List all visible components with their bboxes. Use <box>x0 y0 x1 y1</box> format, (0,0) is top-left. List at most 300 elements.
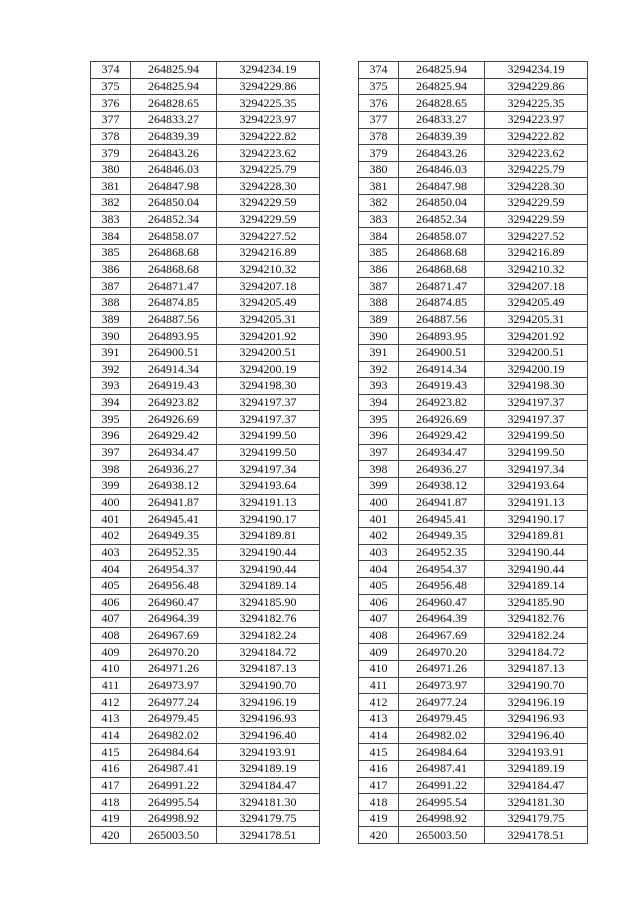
table-row <box>359 710 588 727</box>
table-row <box>91 344 320 361</box>
y-coordinate-cell: 3294229.59 <box>485 195 588 212</box>
y-coordinate-cell: 3294189.81 <box>217 527 320 544</box>
x-coordinate-cell: 264977.24 <box>399 694 485 711</box>
y-coordinate-cell: 3294196.40 <box>485 727 588 744</box>
table-row <box>359 394 588 411</box>
table-row <box>359 794 588 811</box>
point-number-cell: 407 <box>91 611 131 628</box>
y-coordinate-cell: 3294197.37 <box>217 411 320 428</box>
table-row <box>91 245 320 262</box>
point-number-cell: 394 <box>91 394 131 411</box>
point-number-cell: 378 <box>91 128 131 145</box>
point-number-cell: 382 <box>359 195 399 212</box>
point-number-cell: 392 <box>359 361 399 378</box>
table-row <box>359 278 588 295</box>
y-coordinate-cell: 3294227.52 <box>217 228 320 245</box>
x-coordinate-cell: 264847.98 <box>131 178 217 195</box>
x-coordinate-cell: 264956.48 <box>399 577 485 594</box>
table-row <box>359 145 588 162</box>
table-row <box>359 677 588 694</box>
point-number-cell: 408 <box>359 627 399 644</box>
x-coordinate-cell: 264874.85 <box>131 294 217 311</box>
y-coordinate-cell: 3294189.19 <box>485 760 588 777</box>
point-number-cell: 403 <box>91 544 131 561</box>
point-number-cell: 393 <box>359 378 399 395</box>
point-number-cell: 393 <box>91 378 131 395</box>
table-row <box>359 611 588 628</box>
point-number-cell: 381 <box>359 178 399 195</box>
x-coordinate-cell: 264914.34 <box>131 361 217 378</box>
x-coordinate-cell: 264954.37 <box>399 561 485 578</box>
table-row <box>91 710 320 727</box>
point-number-cell: 374 <box>91 62 131 79</box>
y-coordinate-cell: 3294223.62 <box>217 145 320 162</box>
y-coordinate-cell: 3294196.93 <box>485 710 588 727</box>
y-coordinate-cell: 3294201.92 <box>217 328 320 345</box>
table-row <box>91 378 320 395</box>
table-row <box>91 611 320 628</box>
y-coordinate-cell: 3294225.79 <box>485 161 588 178</box>
x-coordinate-cell: 264973.97 <box>131 677 217 694</box>
point-number-cell: 378 <box>359 128 399 145</box>
x-coordinate-cell: 264828.65 <box>131 95 217 112</box>
y-coordinate-cell: 3294234.19 <box>217 62 320 79</box>
y-coordinate-cell: 3294197.37 <box>485 394 588 411</box>
table-row <box>91 361 320 378</box>
point-number-cell: 397 <box>359 444 399 461</box>
point-number-cell: 385 <box>91 245 131 262</box>
table-row <box>91 661 320 678</box>
point-number-cell: 409 <box>359 644 399 661</box>
point-number-cell: 404 <box>91 561 131 578</box>
point-number-cell: 416 <box>91 760 131 777</box>
table-row <box>91 228 320 245</box>
x-coordinate-cell: 264852.34 <box>399 211 485 228</box>
x-coordinate-cell: 264858.07 <box>131 228 217 245</box>
table-row <box>359 644 588 661</box>
x-coordinate-cell: 264850.04 <box>131 195 217 212</box>
point-number-cell: 396 <box>91 428 131 445</box>
y-coordinate-cell: 3294200.51 <box>485 344 588 361</box>
x-coordinate-cell: 264960.47 <box>131 594 217 611</box>
x-coordinate-cell: 264936.27 <box>131 461 217 478</box>
x-coordinate-cell: 265003.50 <box>131 827 217 844</box>
y-coordinate-cell: 3294199.50 <box>217 444 320 461</box>
x-coordinate-cell: 264995.54 <box>131 794 217 811</box>
y-coordinate-cell: 3294210.32 <box>217 261 320 278</box>
y-coordinate-cell: 3294228.30 <box>485 178 588 195</box>
x-coordinate-cell: 264954.37 <box>131 561 217 578</box>
table-row <box>91 794 320 811</box>
table-row <box>91 145 320 162</box>
coordinate-table-left-body <box>91 62 320 844</box>
y-coordinate-cell: 3294234.19 <box>485 62 588 79</box>
x-coordinate-cell: 264887.56 <box>399 311 485 328</box>
y-coordinate-cell: 3294193.91 <box>217 744 320 761</box>
point-number-cell: 384 <box>91 228 131 245</box>
y-coordinate-cell: 3294189.14 <box>217 577 320 594</box>
point-number-cell: 412 <box>359 694 399 711</box>
x-coordinate-cell: 264945.41 <box>399 511 485 528</box>
x-coordinate-cell: 264923.82 <box>399 394 485 411</box>
table-row <box>91 494 320 511</box>
table-row <box>359 494 588 511</box>
x-coordinate-cell: 264846.03 <box>399 161 485 178</box>
table-row <box>91 694 320 711</box>
y-coordinate-cell: 3294200.51 <box>217 344 320 361</box>
x-coordinate-cell: 264970.20 <box>131 644 217 661</box>
table-row <box>359 161 588 178</box>
y-coordinate-cell: 3294225.35 <box>485 95 588 112</box>
x-coordinate-cell: 264967.69 <box>399 627 485 644</box>
point-number-cell: 400 <box>359 494 399 511</box>
x-coordinate-cell: 264825.94 <box>131 78 217 95</box>
point-number-cell: 411 <box>91 677 131 694</box>
y-coordinate-cell: 3294182.24 <box>217 627 320 644</box>
y-coordinate-cell: 3294216.89 <box>485 245 588 262</box>
x-coordinate-cell: 264977.24 <box>131 694 217 711</box>
x-coordinate-cell: 264967.69 <box>131 627 217 644</box>
coordinate-table-left <box>90 61 320 844</box>
table-row <box>359 444 588 461</box>
x-coordinate-cell: 264934.47 <box>399 444 485 461</box>
x-coordinate-cell: 264914.34 <box>399 361 485 378</box>
y-coordinate-cell: 3294229.59 <box>485 211 588 228</box>
point-number-cell: 386 <box>359 261 399 278</box>
table-row <box>91 62 320 79</box>
y-coordinate-cell: 3294222.82 <box>217 128 320 145</box>
x-coordinate-cell: 264938.12 <box>399 478 485 495</box>
y-coordinate-cell: 3294223.97 <box>485 111 588 128</box>
x-coordinate-cell: 264919.43 <box>131 378 217 395</box>
y-coordinate-cell: 3294179.75 <box>485 810 588 827</box>
point-number-cell: 374 <box>359 62 399 79</box>
point-number-cell: 411 <box>359 677 399 694</box>
x-coordinate-cell: 264987.41 <box>399 760 485 777</box>
table-row <box>91 727 320 744</box>
y-coordinate-cell: 3294187.13 <box>217 661 320 678</box>
table-row <box>359 95 588 112</box>
coordinate-table-right-body <box>359 62 588 844</box>
x-coordinate-cell: 264936.27 <box>399 461 485 478</box>
y-coordinate-cell: 3294197.34 <box>217 461 320 478</box>
point-number-cell: 405 <box>91 577 131 594</box>
table-row <box>91 644 320 661</box>
point-number-cell: 401 <box>359 511 399 528</box>
point-number-cell: 394 <box>359 394 399 411</box>
point-number-cell: 406 <box>91 594 131 611</box>
point-number-cell: 375 <box>91 78 131 95</box>
x-coordinate-cell: 264833.27 <box>131 111 217 128</box>
point-number-cell: 418 <box>91 794 131 811</box>
table-row <box>359 328 588 345</box>
table-row <box>91 178 320 195</box>
x-coordinate-cell: 264893.95 <box>399 328 485 345</box>
table-row <box>359 661 588 678</box>
table-row <box>91 594 320 611</box>
point-number-cell: 413 <box>359 710 399 727</box>
x-coordinate-cell: 264945.41 <box>131 511 217 528</box>
point-number-cell: 417 <box>359 777 399 794</box>
x-coordinate-cell: 264839.39 <box>399 128 485 145</box>
x-coordinate-cell: 264874.85 <box>399 294 485 311</box>
y-coordinate-cell: 3294229.86 <box>217 78 320 95</box>
point-number-cell: 416 <box>359 760 399 777</box>
y-coordinate-cell: 3294229.59 <box>217 195 320 212</box>
table-row <box>359 627 588 644</box>
table-row <box>91 78 320 95</box>
y-coordinate-cell: 3294198.30 <box>217 378 320 395</box>
point-number-cell: 420 <box>91 827 131 844</box>
point-number-cell: 401 <box>91 511 131 528</box>
coordinate-table-right <box>358 61 588 844</box>
table-row <box>359 577 588 594</box>
table-row <box>91 95 320 112</box>
point-number-cell: 376 <box>359 95 399 112</box>
table-row <box>91 744 320 761</box>
y-coordinate-cell: 3294205.49 <box>485 294 588 311</box>
table-row <box>359 261 588 278</box>
y-coordinate-cell: 3294185.90 <box>217 594 320 611</box>
point-number-cell: 383 <box>359 211 399 228</box>
x-coordinate-cell: 264956.48 <box>131 577 217 594</box>
point-number-cell: 398 <box>359 461 399 478</box>
y-coordinate-cell: 3294197.37 <box>485 411 588 428</box>
x-coordinate-cell: 264852.34 <box>131 211 217 228</box>
point-number-cell: 413 <box>91 710 131 727</box>
table-row <box>91 261 320 278</box>
table-row <box>359 378 588 395</box>
point-number-cell: 412 <box>91 694 131 711</box>
y-coordinate-cell: 3294225.79 <box>217 161 320 178</box>
point-number-cell: 402 <box>91 527 131 544</box>
y-coordinate-cell: 3294225.35 <box>217 95 320 112</box>
table-row <box>359 511 588 528</box>
y-coordinate-cell: 3294197.34 <box>485 461 588 478</box>
point-number-cell: 389 <box>91 311 131 328</box>
table-row <box>359 478 588 495</box>
table-row <box>359 195 588 212</box>
point-number-cell: 381 <box>91 178 131 195</box>
x-coordinate-cell: 264871.47 <box>399 278 485 295</box>
x-coordinate-cell: 264979.45 <box>399 710 485 727</box>
y-coordinate-cell: 3294199.50 <box>485 444 588 461</box>
point-number-cell: 390 <box>359 328 399 345</box>
y-coordinate-cell: 3294190.44 <box>217 561 320 578</box>
x-coordinate-cell: 264995.54 <box>399 794 485 811</box>
x-coordinate-cell: 264998.92 <box>131 810 217 827</box>
x-coordinate-cell: 264991.22 <box>399 777 485 794</box>
table-row <box>359 594 588 611</box>
table-row <box>359 311 588 328</box>
table-row <box>91 444 320 461</box>
y-coordinate-cell: 3294199.50 <box>485 428 588 445</box>
y-coordinate-cell: 3294184.47 <box>485 777 588 794</box>
table-row <box>91 561 320 578</box>
x-coordinate-cell: 264929.42 <box>131 428 217 445</box>
table-row <box>359 428 588 445</box>
x-coordinate-cell: 264833.27 <box>399 111 485 128</box>
point-number-cell: 399 <box>359 478 399 495</box>
y-coordinate-cell: 3294223.62 <box>485 145 588 162</box>
y-coordinate-cell: 3294185.90 <box>485 594 588 611</box>
x-coordinate-cell: 264825.94 <box>399 62 485 79</box>
point-number-cell: 384 <box>359 228 399 245</box>
y-coordinate-cell: 3294222.82 <box>485 128 588 145</box>
x-coordinate-cell: 264868.68 <box>399 245 485 262</box>
table-row <box>359 361 588 378</box>
y-coordinate-cell: 3294205.31 <box>217 311 320 328</box>
y-coordinate-cell: 3294190.44 <box>485 544 588 561</box>
table-row <box>359 211 588 228</box>
y-coordinate-cell: 3294181.30 <box>217 794 320 811</box>
x-coordinate-cell: 264868.68 <box>131 261 217 278</box>
x-coordinate-cell: 264960.47 <box>399 594 485 611</box>
point-number-cell: 417 <box>91 777 131 794</box>
x-coordinate-cell: 264929.42 <box>399 428 485 445</box>
y-coordinate-cell: 3294184.72 <box>485 644 588 661</box>
x-coordinate-cell: 264991.22 <box>131 777 217 794</box>
x-coordinate-cell: 264926.69 <box>131 411 217 428</box>
y-coordinate-cell: 3294229.59 <box>217 211 320 228</box>
y-coordinate-cell: 3294216.89 <box>217 245 320 262</box>
y-coordinate-cell: 3294201.92 <box>485 328 588 345</box>
y-coordinate-cell: 3294196.40 <box>217 727 320 744</box>
table-row <box>91 411 320 428</box>
point-number-cell: 410 <box>359 661 399 678</box>
point-number-cell: 380 <box>359 161 399 178</box>
y-coordinate-cell: 3294193.64 <box>485 478 588 495</box>
point-number-cell: 403 <box>359 544 399 561</box>
table-row <box>91 161 320 178</box>
table-row <box>91 111 320 128</box>
point-number-cell: 388 <box>91 294 131 311</box>
point-number-cell: 410 <box>91 661 131 678</box>
table-row <box>91 461 320 478</box>
y-coordinate-cell: 3294190.17 <box>217 511 320 528</box>
table-row <box>359 760 588 777</box>
table-row <box>91 627 320 644</box>
point-number-cell: 406 <box>359 594 399 611</box>
y-coordinate-cell: 3294187.13 <box>485 661 588 678</box>
x-coordinate-cell: 264825.94 <box>131 62 217 79</box>
point-number-cell: 418 <box>359 794 399 811</box>
y-coordinate-cell: 3294196.19 <box>217 694 320 711</box>
point-number-cell: 391 <box>91 344 131 361</box>
table-row <box>359 777 588 794</box>
table-row <box>91 760 320 777</box>
table-row <box>91 577 320 594</box>
table-row <box>359 527 588 544</box>
table-row <box>359 727 588 744</box>
point-number-cell: 376 <box>91 95 131 112</box>
y-coordinate-cell: 3294199.50 <box>217 428 320 445</box>
y-coordinate-cell: 3294198.30 <box>485 378 588 395</box>
point-number-cell: 392 <box>91 361 131 378</box>
table-row <box>359 178 588 195</box>
point-number-cell: 414 <box>359 727 399 744</box>
point-number-cell: 377 <box>359 111 399 128</box>
y-coordinate-cell: 3294184.72 <box>217 644 320 661</box>
y-coordinate-cell: 3294200.19 <box>217 361 320 378</box>
x-coordinate-cell: 264984.64 <box>399 744 485 761</box>
x-coordinate-cell: 264984.64 <box>131 744 217 761</box>
table-row <box>359 544 588 561</box>
table-row <box>359 461 588 478</box>
x-coordinate-cell: 264949.35 <box>399 527 485 544</box>
table-row <box>91 810 320 827</box>
x-coordinate-cell: 264949.35 <box>131 527 217 544</box>
x-coordinate-cell: 264825.94 <box>399 78 485 95</box>
x-coordinate-cell: 264987.41 <box>131 760 217 777</box>
y-coordinate-cell: 3294191.13 <box>485 494 588 511</box>
y-coordinate-cell: 3294190.44 <box>485 561 588 578</box>
table-row <box>359 245 588 262</box>
x-coordinate-cell: 264871.47 <box>131 278 217 295</box>
y-coordinate-cell: 3294205.31 <box>485 311 588 328</box>
x-coordinate-cell: 264952.35 <box>131 544 217 561</box>
point-number-cell: 382 <box>91 195 131 212</box>
x-coordinate-cell: 264919.43 <box>399 378 485 395</box>
x-coordinate-cell: 264923.82 <box>131 394 217 411</box>
y-coordinate-cell: 3294200.19 <box>485 361 588 378</box>
table-row <box>91 294 320 311</box>
y-coordinate-cell: 3294229.86 <box>485 78 588 95</box>
x-coordinate-cell: 264868.68 <box>399 261 485 278</box>
y-coordinate-cell: 3294189.81 <box>485 527 588 544</box>
table-row <box>91 544 320 561</box>
point-number-cell: 388 <box>359 294 399 311</box>
table-row <box>359 128 588 145</box>
x-coordinate-cell: 264843.26 <box>131 145 217 162</box>
point-number-cell: 400 <box>91 494 131 511</box>
x-coordinate-cell: 264839.39 <box>131 128 217 145</box>
point-number-cell: 420 <box>359 827 399 844</box>
point-number-cell: 379 <box>91 145 131 162</box>
point-number-cell: 379 <box>359 145 399 162</box>
x-coordinate-cell: 264847.98 <box>399 178 485 195</box>
x-coordinate-cell: 264843.26 <box>399 145 485 162</box>
x-coordinate-cell: 264926.69 <box>399 411 485 428</box>
point-number-cell: 402 <box>359 527 399 544</box>
table-row <box>359 561 588 578</box>
point-number-cell: 387 <box>359 278 399 295</box>
y-coordinate-cell: 3294182.76 <box>485 611 588 628</box>
x-coordinate-cell: 264952.35 <box>399 544 485 561</box>
point-number-cell: 396 <box>359 428 399 445</box>
y-coordinate-cell: 3294190.17 <box>485 511 588 528</box>
point-number-cell: 407 <box>359 611 399 628</box>
table-row <box>359 411 588 428</box>
x-coordinate-cell: 264868.68 <box>131 245 217 262</box>
table-row <box>91 394 320 411</box>
table-row <box>91 677 320 694</box>
y-coordinate-cell: 3294179.75 <box>217 810 320 827</box>
y-coordinate-cell: 3294228.30 <box>217 178 320 195</box>
x-coordinate-cell: 264934.47 <box>131 444 217 461</box>
y-coordinate-cell: 3294189.14 <box>485 577 588 594</box>
table-row <box>359 344 588 361</box>
y-coordinate-cell: 3294210.32 <box>485 261 588 278</box>
y-coordinate-cell: 3294184.47 <box>217 777 320 794</box>
table-row <box>91 328 320 345</box>
table-row <box>359 827 588 844</box>
x-coordinate-cell: 264941.87 <box>131 494 217 511</box>
y-coordinate-cell: 3294190.70 <box>217 677 320 694</box>
y-coordinate-cell: 3294196.93 <box>217 710 320 727</box>
x-coordinate-cell: 264887.56 <box>131 311 217 328</box>
y-coordinate-cell: 3294178.51 <box>217 827 320 844</box>
